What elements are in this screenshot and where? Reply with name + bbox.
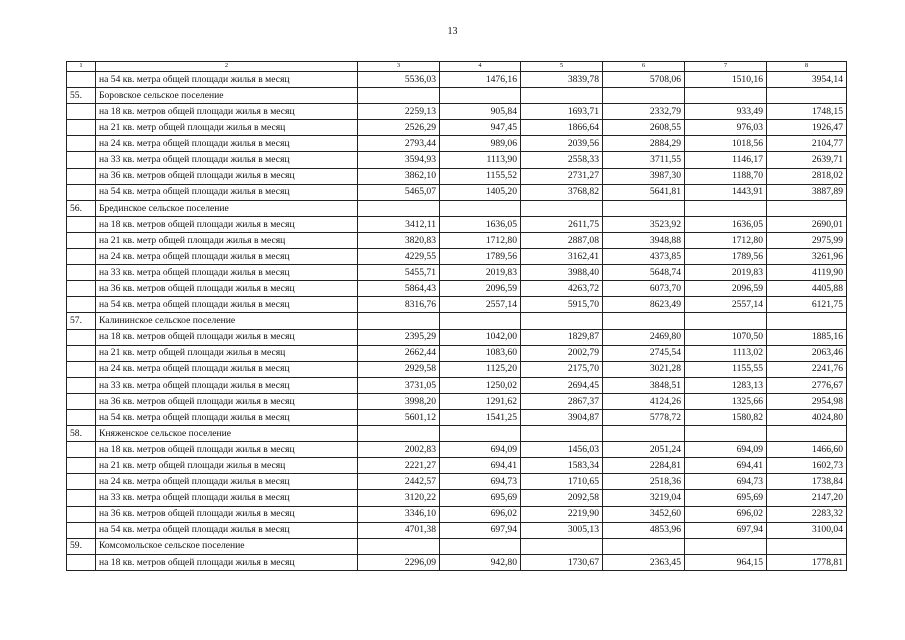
value-cell: 2019,83 bbox=[685, 265, 767, 281]
row-label: на 33 кв. метра общей площади жилья в месяц bbox=[96, 377, 358, 393]
value-cell: 2557,14 bbox=[685, 297, 767, 313]
value-cell: 3988,40 bbox=[521, 265, 603, 281]
value-cell: 2395,29 bbox=[358, 329, 440, 345]
row-label: на 21 кв. метр общей площади жилья в месяц bbox=[96, 458, 358, 474]
value-cell: 2241,76 bbox=[767, 361, 847, 377]
value-cell: 1113,02 bbox=[685, 345, 767, 361]
section-title: Брединское сельское поселение bbox=[96, 200, 358, 216]
value-cell: 2096,59 bbox=[440, 281, 521, 297]
section-title: Калининское сельское поселение bbox=[96, 313, 358, 329]
value-cell: 4124,26 bbox=[603, 393, 685, 409]
section-title: Боровское сельское поселение bbox=[96, 88, 358, 104]
value-cell: 694,73 bbox=[440, 474, 521, 490]
value-cell: 905,84 bbox=[440, 104, 521, 120]
section-title: Комсомольское сельское поселение bbox=[96, 538, 358, 554]
value-cell: 2332,79 bbox=[603, 104, 685, 120]
empty-cell bbox=[67, 120, 96, 136]
row-label: на 33 кв. метра общей площади жилья в месяц bbox=[96, 490, 358, 506]
empty-cell bbox=[67, 554, 96, 570]
value-cell: 1456,03 bbox=[521, 442, 603, 458]
table-row bbox=[67, 554, 847, 570]
value-cell: 1789,56 bbox=[685, 249, 767, 265]
section-row bbox=[67, 200, 847, 216]
value-cell: 2002,79 bbox=[521, 345, 603, 361]
value-cell: 697,94 bbox=[440, 522, 521, 538]
table-row bbox=[67, 281, 847, 297]
value-cell: 2283,32 bbox=[767, 506, 847, 522]
value-cell: 1738,84 bbox=[767, 474, 847, 490]
value-cell: 3021,28 bbox=[603, 361, 685, 377]
empty-cell bbox=[67, 297, 96, 313]
value-cell: 2776,67 bbox=[767, 377, 847, 393]
column-header: 7 bbox=[685, 62, 767, 72]
empty-cell bbox=[603, 88, 685, 104]
empty-cell bbox=[603, 538, 685, 554]
value-cell: 1466,60 bbox=[767, 442, 847, 458]
value-cell: 3162,41 bbox=[521, 249, 603, 265]
value-cell: 2929,58 bbox=[358, 361, 440, 377]
empty-cell bbox=[440, 200, 521, 216]
value-cell: 4263,72 bbox=[521, 281, 603, 297]
value-cell: 3261,96 bbox=[767, 249, 847, 265]
table-row bbox=[67, 184, 847, 200]
section-row bbox=[67, 313, 847, 329]
value-cell: 1125,20 bbox=[440, 361, 521, 377]
value-cell: 933,49 bbox=[685, 104, 767, 120]
empty-cell bbox=[685, 88, 767, 104]
empty-cell bbox=[358, 538, 440, 554]
row-label: на 36 кв. метров общей площади жилья в месяц bbox=[96, 168, 358, 184]
value-cell: 3954,14 bbox=[767, 72, 847, 88]
value-cell: 697,94 bbox=[685, 522, 767, 538]
row-label: на 18 кв. метров общей площади жилья в месяц bbox=[96, 329, 358, 345]
value-cell: 2002,83 bbox=[358, 442, 440, 458]
value-cell: 3848,51 bbox=[603, 377, 685, 393]
column-header: 5 bbox=[521, 62, 603, 72]
value-cell: 1778,81 bbox=[767, 554, 847, 570]
value-cell: 2557,14 bbox=[440, 297, 521, 313]
value-cell: 2793,44 bbox=[358, 136, 440, 152]
empty-cell bbox=[685, 538, 767, 554]
column-header: 4 bbox=[440, 62, 521, 72]
empty-cell bbox=[67, 522, 96, 538]
row-label: на 54 кв. метра общей площади жилья в месяц bbox=[96, 297, 358, 313]
empty-cell bbox=[521, 426, 603, 442]
table-row bbox=[67, 265, 847, 281]
value-cell: 2296,09 bbox=[358, 554, 440, 570]
value-cell: 694,41 bbox=[440, 458, 521, 474]
table-row bbox=[67, 136, 847, 152]
table-row bbox=[67, 474, 847, 490]
value-cell: 1885,16 bbox=[767, 329, 847, 345]
empty-cell bbox=[67, 442, 96, 458]
value-cell: 2518,36 bbox=[603, 474, 685, 490]
table-row bbox=[67, 232, 847, 248]
value-cell: 3711,55 bbox=[603, 152, 685, 168]
value-cell: 4024,80 bbox=[767, 409, 847, 425]
value-cell: 5641,81 bbox=[603, 184, 685, 200]
value-cell: 1018,56 bbox=[685, 136, 767, 152]
empty-cell bbox=[67, 474, 96, 490]
value-cell: 4373,85 bbox=[603, 249, 685, 265]
value-cell: 2526,29 bbox=[358, 120, 440, 136]
column-header: 8 bbox=[767, 62, 847, 72]
value-cell: 1730,67 bbox=[521, 554, 603, 570]
empty-cell bbox=[440, 88, 521, 104]
empty-cell bbox=[67, 104, 96, 120]
value-cell: 1070,50 bbox=[685, 329, 767, 345]
value-cell: 2954,98 bbox=[767, 393, 847, 409]
row-label: на 21 кв. метр общей площади жилья в месяц bbox=[96, 232, 358, 248]
empty-cell bbox=[67, 506, 96, 522]
row-label: на 24 кв. метра общей площади жилья в месяц bbox=[96, 249, 358, 265]
value-cell: 2662,44 bbox=[358, 345, 440, 361]
value-cell: 5465,07 bbox=[358, 184, 440, 200]
value-cell: 1113,90 bbox=[440, 152, 521, 168]
value-cell: 8316,76 bbox=[358, 297, 440, 313]
row-label: на 18 кв. метров общей площади жилья в месяц bbox=[96, 104, 358, 120]
empty-cell bbox=[67, 393, 96, 409]
value-cell: 6121,75 bbox=[767, 297, 847, 313]
row-label: на 33 кв. метра общей площади жилья в месяц bbox=[96, 265, 358, 281]
value-cell: 2975,99 bbox=[767, 232, 847, 248]
table-row bbox=[67, 152, 847, 168]
value-cell: 2284,81 bbox=[603, 458, 685, 474]
value-cell: 2887,08 bbox=[521, 232, 603, 248]
empty-cell bbox=[358, 426, 440, 442]
empty-cell bbox=[603, 426, 685, 442]
value-cell: 1693,71 bbox=[521, 104, 603, 120]
section-number: 56. bbox=[67, 200, 96, 216]
value-cell: 1325,66 bbox=[685, 393, 767, 409]
value-cell: 5601,12 bbox=[358, 409, 440, 425]
table-row bbox=[67, 458, 847, 474]
empty-cell bbox=[67, 184, 96, 200]
value-cell: 5778,72 bbox=[603, 409, 685, 425]
value-cell: 2019,83 bbox=[440, 265, 521, 281]
table-row bbox=[67, 72, 847, 88]
empty-cell bbox=[767, 88, 847, 104]
value-cell: 2731,27 bbox=[521, 168, 603, 184]
value-cell: 1083,60 bbox=[440, 345, 521, 361]
empty-cell bbox=[685, 426, 767, 442]
value-cell: 3904,87 bbox=[521, 409, 603, 425]
value-cell: 1042,00 bbox=[440, 329, 521, 345]
value-cell: 2867,37 bbox=[521, 393, 603, 409]
column-header: 2 bbox=[96, 62, 358, 72]
value-cell: 1829,87 bbox=[521, 329, 603, 345]
value-cell: 3768,82 bbox=[521, 184, 603, 200]
value-cell: 1443,91 bbox=[685, 184, 767, 200]
empty-cell bbox=[603, 313, 685, 329]
empty-cell bbox=[767, 313, 847, 329]
empty-cell bbox=[67, 232, 96, 248]
value-cell: 3887,89 bbox=[767, 184, 847, 200]
empty-cell bbox=[440, 538, 521, 554]
section-number: 59. bbox=[67, 538, 96, 554]
value-cell: 5455,71 bbox=[358, 265, 440, 281]
empty-cell bbox=[521, 88, 603, 104]
value-cell: 3594,93 bbox=[358, 152, 440, 168]
value-cell: 2442,57 bbox=[358, 474, 440, 490]
value-cell: 3862,10 bbox=[358, 168, 440, 184]
empty-cell bbox=[603, 200, 685, 216]
empty-cell bbox=[67, 377, 96, 393]
empty-cell bbox=[67, 216, 96, 232]
section-row bbox=[67, 538, 847, 554]
value-cell: 2558,33 bbox=[521, 152, 603, 168]
value-cell: 3523,92 bbox=[603, 216, 685, 232]
empty-cell bbox=[67, 136, 96, 152]
value-cell: 4229,55 bbox=[358, 249, 440, 265]
value-cell: 695,69 bbox=[440, 490, 521, 506]
table-row bbox=[67, 522, 847, 538]
value-cell: 2259,13 bbox=[358, 104, 440, 120]
value-cell: 2694,45 bbox=[521, 377, 603, 393]
row-label: на 54 кв. метра общей площади жилья в месяц bbox=[96, 409, 358, 425]
empty-cell bbox=[67, 361, 96, 377]
value-cell: 1583,34 bbox=[521, 458, 603, 474]
row-label: на 24 кв. метра общей площади жилья в месяц bbox=[96, 136, 358, 152]
value-cell: 3839,78 bbox=[521, 72, 603, 88]
value-cell: 4853,96 bbox=[603, 522, 685, 538]
empty-cell bbox=[67, 458, 96, 474]
table-row bbox=[67, 297, 847, 313]
value-cell: 2469,80 bbox=[603, 329, 685, 345]
value-cell: 4119,90 bbox=[767, 265, 847, 281]
value-cell: 2690,01 bbox=[767, 216, 847, 232]
row-label: на 33 кв. метра общей площади жилья в месяц bbox=[96, 152, 358, 168]
value-cell: 2175,70 bbox=[521, 361, 603, 377]
value-cell: 2092,58 bbox=[521, 490, 603, 506]
section-number: 55. bbox=[67, 88, 96, 104]
value-cell: 2363,45 bbox=[603, 554, 685, 570]
value-cell: 2611,75 bbox=[521, 216, 603, 232]
value-cell: 1712,80 bbox=[685, 232, 767, 248]
row-label: на 54 кв. метра общей площади жилья в месяц bbox=[96, 184, 358, 200]
value-cell: 1866,64 bbox=[521, 120, 603, 136]
empty-cell bbox=[767, 200, 847, 216]
empty-cell bbox=[67, 72, 96, 88]
value-cell: 5864,43 bbox=[358, 281, 440, 297]
tariff-table bbox=[66, 61, 847, 571]
table-row bbox=[67, 377, 847, 393]
column-header: 3 bbox=[358, 62, 440, 72]
section-title: Княженское сельское поселение bbox=[96, 426, 358, 442]
empty-cell bbox=[767, 426, 847, 442]
table-row bbox=[67, 329, 847, 345]
empty-cell bbox=[67, 345, 96, 361]
value-cell: 4701,38 bbox=[358, 522, 440, 538]
empty-cell bbox=[521, 538, 603, 554]
value-cell: 989,06 bbox=[440, 136, 521, 152]
value-cell: 1155,52 bbox=[440, 168, 521, 184]
value-cell: 964,15 bbox=[685, 554, 767, 570]
empty-cell bbox=[67, 168, 96, 184]
row-label: на 54 кв. метра общей площади жилья в месяц bbox=[96, 522, 358, 538]
row-label: на 21 кв. метр общей площади жилья в месяц bbox=[96, 345, 358, 361]
value-cell: 696,02 bbox=[440, 506, 521, 522]
empty-cell bbox=[67, 281, 96, 297]
value-cell: 2221,27 bbox=[358, 458, 440, 474]
row-label: на 36 кв. метров общей площади жилья в месяц bbox=[96, 506, 358, 522]
value-cell: 694,41 bbox=[685, 458, 767, 474]
value-cell: 1250,02 bbox=[440, 377, 521, 393]
value-cell: 1146,17 bbox=[685, 152, 767, 168]
empty-cell bbox=[358, 200, 440, 216]
value-cell: 1926,47 bbox=[767, 120, 847, 136]
row-label: на 24 кв. метра общей площади жилья в месяц bbox=[96, 361, 358, 377]
value-cell: 1405,20 bbox=[440, 184, 521, 200]
value-cell: 2608,55 bbox=[603, 120, 685, 136]
row-label: на 36 кв. метров общей площади жилья в месяц bbox=[96, 393, 358, 409]
value-cell: 2063,46 bbox=[767, 345, 847, 361]
value-cell: 2884,29 bbox=[603, 136, 685, 152]
value-cell: 3731,05 bbox=[358, 377, 440, 393]
table-row bbox=[67, 120, 847, 136]
section-number: 57. bbox=[67, 313, 96, 329]
section-row bbox=[67, 88, 847, 104]
empty-cell bbox=[67, 152, 96, 168]
value-cell: 1580,82 bbox=[685, 409, 767, 425]
value-cell: 4405,88 bbox=[767, 281, 847, 297]
value-cell: 695,69 bbox=[685, 490, 767, 506]
value-cell: 2039,56 bbox=[521, 136, 603, 152]
value-cell: 2147,20 bbox=[767, 490, 847, 506]
value-cell: 2639,71 bbox=[767, 152, 847, 168]
table-row bbox=[67, 409, 847, 425]
value-cell: 694,09 bbox=[685, 442, 767, 458]
value-cell: 3100,04 bbox=[767, 522, 847, 538]
value-cell: 3820,83 bbox=[358, 232, 440, 248]
value-cell: 5648,74 bbox=[603, 265, 685, 281]
row-label: на 54 кв. метра общей площади жилья в месяц bbox=[96, 72, 358, 88]
empty-cell bbox=[440, 313, 521, 329]
table-row bbox=[67, 393, 847, 409]
table-row bbox=[67, 168, 847, 184]
section-row bbox=[67, 426, 847, 442]
value-cell: 1541,25 bbox=[440, 409, 521, 425]
value-cell: 3005,13 bbox=[521, 522, 603, 538]
value-cell: 5708,06 bbox=[603, 72, 685, 88]
value-cell: 1283,13 bbox=[685, 377, 767, 393]
empty-cell bbox=[685, 200, 767, 216]
value-cell: 1476,16 bbox=[440, 72, 521, 88]
value-cell: 694,09 bbox=[440, 442, 521, 458]
column-header: 1 bbox=[67, 62, 96, 72]
value-cell: 694,73 bbox=[685, 474, 767, 490]
value-cell: 2818,02 bbox=[767, 168, 847, 184]
value-cell: 1188,70 bbox=[685, 168, 767, 184]
row-label: на 18 кв. метров общей площади жилья в месяц bbox=[96, 442, 358, 458]
table-row bbox=[67, 490, 847, 506]
row-label: на 36 кв. метров общей площади жилья в месяц bbox=[96, 281, 358, 297]
row-label: на 21 кв. метр общей площади жилья в месяц bbox=[96, 120, 358, 136]
table-row bbox=[67, 345, 847, 361]
value-cell: 696,02 bbox=[685, 506, 767, 522]
value-cell: 1712,80 bbox=[440, 232, 521, 248]
empty-cell bbox=[358, 313, 440, 329]
row-label: на 24 кв. метра общей площади жилья в месяц bbox=[96, 474, 358, 490]
value-cell: 2051,24 bbox=[603, 442, 685, 458]
section-number: 58. bbox=[67, 426, 96, 442]
value-cell: 2104,77 bbox=[767, 136, 847, 152]
empty-cell bbox=[358, 88, 440, 104]
value-cell: 2096,59 bbox=[685, 281, 767, 297]
column-header: 6 bbox=[603, 62, 685, 72]
table-row bbox=[67, 506, 847, 522]
value-cell: 3412,11 bbox=[358, 216, 440, 232]
value-cell: 2219,90 bbox=[521, 506, 603, 522]
value-cell: 3120,22 bbox=[358, 490, 440, 506]
empty-cell bbox=[67, 490, 96, 506]
value-cell: 3987,30 bbox=[603, 168, 685, 184]
value-cell: 947,45 bbox=[440, 120, 521, 136]
value-cell: 5536,03 bbox=[358, 72, 440, 88]
value-cell: 1636,05 bbox=[440, 216, 521, 232]
value-cell: 1291,62 bbox=[440, 393, 521, 409]
value-cell: 3948,88 bbox=[603, 232, 685, 248]
table-row bbox=[67, 442, 847, 458]
value-cell: 1510,16 bbox=[685, 72, 767, 88]
table-row bbox=[67, 104, 847, 120]
value-cell: 3219,04 bbox=[603, 490, 685, 506]
table-body bbox=[67, 62, 847, 571]
value-cell: 1789,56 bbox=[440, 249, 521, 265]
value-cell: 1710,65 bbox=[521, 474, 603, 490]
table-row bbox=[67, 361, 847, 377]
value-cell: 1602,73 bbox=[767, 458, 847, 474]
value-cell: 976,03 bbox=[685, 120, 767, 136]
value-cell: 3998,20 bbox=[358, 393, 440, 409]
empty-cell bbox=[521, 313, 603, 329]
value-cell: 1155,55 bbox=[685, 361, 767, 377]
empty-cell bbox=[521, 200, 603, 216]
page-number: 13 bbox=[447, 26, 458, 37]
table-row bbox=[67, 249, 847, 265]
empty-cell bbox=[685, 313, 767, 329]
value-cell: 3346,10 bbox=[358, 506, 440, 522]
empty-cell bbox=[67, 265, 96, 281]
table-row bbox=[67, 216, 847, 232]
row-label: на 18 кв. метров общей площади жилья в месяц bbox=[96, 554, 358, 570]
value-cell: 1748,15 bbox=[767, 104, 847, 120]
empty-cell bbox=[440, 426, 521, 442]
empty-cell bbox=[67, 249, 96, 265]
value-cell: 8623,49 bbox=[603, 297, 685, 313]
value-cell: 1636,05 bbox=[685, 216, 767, 232]
empty-cell bbox=[767, 538, 847, 554]
value-cell: 3452,60 bbox=[603, 506, 685, 522]
value-cell: 5915,70 bbox=[521, 297, 603, 313]
empty-cell bbox=[67, 409, 96, 425]
column-header-row bbox=[67, 62, 847, 72]
empty-cell bbox=[67, 329, 96, 345]
row-label: на 18 кв. метров общей площади жилья в месяц bbox=[96, 216, 358, 232]
value-cell: 2745,54 bbox=[603, 345, 685, 361]
value-cell: 942,80 bbox=[440, 554, 521, 570]
value-cell: 6073,70 bbox=[603, 281, 685, 297]
